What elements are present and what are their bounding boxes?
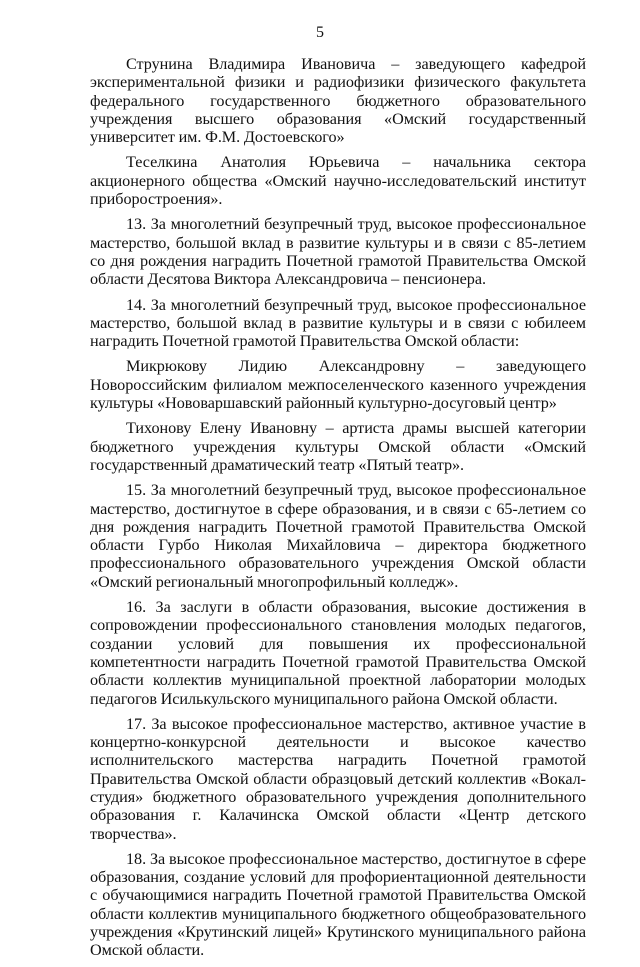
paragraph-item-16: 16. За заслуги в области образования, высокие достижения в сопровождении профессионального становления молодых педагогов, создании условий для повышения их профессиональной компетентности наградить Почетной грамотой Правительства Омской области коллектив муниципальной проектной лаборатории молодых педагогов Исилькульского муниципального района Омской области. (90, 598, 586, 708)
paragraph-item-18: 18. За высокое профессиональное мастерство, достигнутое в сфере образования, создание условий для профориентационной деятельности с обучающимися наградить Почетной грамотой Правительства Омской области коллектив муниципального бюджетного общеобразовательного учреждения «Крутинский лицей» Крутинского муниципального района Омской области. (90, 849, 586, 960)
paragraph-tikhonova: Тихонову Елену Ивановну – артиста драмы высшей категории бюджетного учреждения культуры Омской области «Омский государственный драматический театр «Пятый театр». (90, 419, 586, 474)
paragraph-mikryukova: Микрюкову Лидию Александровну – заведующего Новороссийским филиалом межпоселенческого казенного учреждения культуры «Нововаршавский районный культурно-досуговый центр» (90, 357, 586, 413)
page-number: 5 (316, 24, 324, 41)
paragraph-item-17: 17. За высокое профессиональное мастерство, активное участие в концертно-конкурсной деятельности и высокое качество исполнительского мастерства наградить Почетной грамотой Правительства Омской области образцовый детский коллектив «Вокал-студия» бюджетного образовательного учреждения дополнительного образования г. Калачинска Омской области «Центр детского творчества». (90, 714, 586, 843)
paragraph-strunina: Струнина Владимира Ивановича – заведующего кафедрой экспериментальной физики и радиофизики физического факультета федерального государственного бюджетного образовательного учреждения высшего образования «Омский государственный университет им. Ф.М. Достоевского» (90, 55, 586, 147)
paragraph-item-14: 14. За многолетний безупречный труд, высокое профессиональное мастерство, большой вклад в развитие культуры и в связи с юбилеем наградить Почетной грамотой Правительства Омской области: (90, 295, 586, 351)
document-body (90, 55, 586, 967)
paragraph-item-15: 15. За многолетний безупречный труд, высокое профессиональное мастерство, достигнутое в сфере образования, и в связи с 65-летием со дня рождения наградить Почетной грамотой Правительства Омской области Гурбо Николая Михайловича – директора бюджетного профессионального образовательного учреждения Омской области «Омский региональный многопрофильный колледж». (90, 481, 586, 591)
paragraph-item-13: 13. За многолетний безупречный труд, высокое профессиональное мастерство, большой вклад в развитие культуры и в связи с 85-летием со дня рождения наградить Почетной грамотой Правительства Омской области Десятова Виктора Александровича – пенсионера. (90, 215, 586, 289)
paragraph-teselkin: Теселкина Анатолия Юрьевича – начальника сектора акционерного общества «Омский научно-исследовательский институт приборостроения». (90, 153, 586, 209)
